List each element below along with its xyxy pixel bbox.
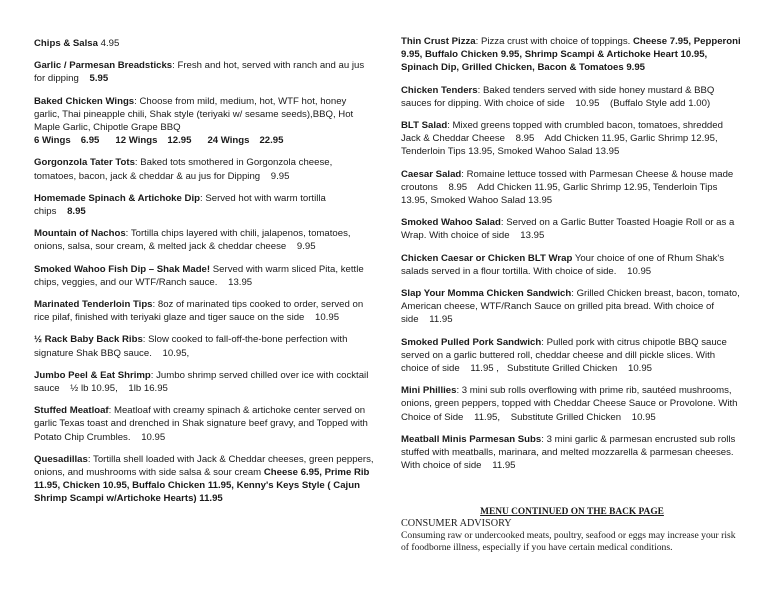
item-price: 13.95	[520, 230, 545, 242]
item-description: Choose from mild, medium, hot, WTF hot, honey garlic, Thai pineapple chili, Shak style (teriyaki w/ sesame seeds),BBQ, Hot Maple Garlic, Chipotle Grape BBQ	[34, 95, 354, 134]
menu-item-rack-baby-back-ribs	[34, 333, 374, 359]
item-name-separator: :	[108, 405, 112, 417]
menu-item-marinated-tenderloin-tips	[34, 298, 374, 324]
item-name: Meatball Minis Parmesan Subs	[401, 433, 542, 445]
item-description: Slow cooked to fall-off-the-bone perfection with signature Shak BBQ sauce.	[34, 334, 348, 359]
item-name: BLT Salad	[401, 120, 448, 132]
item-description: Pulled pork with citrus chipotle BBQ sauce served on a garlic buttered roll, cheddar cheese and dill pickle slices. With choice of side	[401, 336, 727, 375]
item-description: Romaine lettuce tossed with Parmesan Cheese & house made croutons	[401, 168, 734, 193]
item-description: Tortilla chips layered with chili, jalapenos, tomatoes, onions, salsa, sour cream, & melted jack & cheddar cheese	[34, 228, 351, 253]
item-name-separator: :	[134, 95, 137, 107]
item-name-separator: :	[475, 36, 479, 47]
menu-item-smoked-pulled-pork-sandwich	[401, 336, 743, 376]
item-name-separator: :	[142, 334, 146, 346]
menu-item-gorgonzola-tater-tots	[34, 156, 374, 182]
item-description: Fresh and hot, served with ranch and au jus for dipping	[34, 60, 365, 85]
item-price-options: Cheese 6.95, Prime Rib 11.95, Chicken 10.95, Buffalo Chicken 11.95, Kenny's Keys Style ( Cajun Shrimp Scampi w/Artichoke Hearts) 11.95	[34, 467, 370, 505]
item-price: 4.95	[100, 38, 120, 49]
item-name-separator: :	[134, 157, 138, 169]
item-description: Mixed greens topped with crumbled bacon, tomatoes, shredded Jack & Cheddar Cheese	[401, 120, 723, 145]
menu-item-quesadillas	[34, 453, 374, 506]
item-price: 10.95	[627, 265, 652, 277]
item-price-options: Cheese 7.95, Pepperoni 9.95, Buffalo Chicken 9.95, Shrimp Scampi & Artichoke Heart 10.95, Spinach Dip, Grilled Chicken, Bacon & Tomatoes 9.95	[401, 36, 741, 74]
item-name-separator: :	[125, 228, 129, 240]
item-name: Caesar Salad	[401, 168, 462, 180]
item-price: 8.95 Add Chicken 11.95, Garlic Shrimp 12.95, Tenderloin Tips 13.95, Smoked Wahoo Salad 13.95	[401, 181, 721, 207]
item-name: Smoked Pulled Pork Sandwich	[401, 336, 542, 348]
item-name-separator: :	[150, 369, 154, 381]
item-description: 8oz of marinated tips cooked to order, served on rice pilaf, finished with teriyaki glaze and tiger sauce on the side	[34, 299, 364, 324]
item-name: Garlic / Parmesan Breadsticks	[34, 60, 173, 72]
item-price: 8.95 Add Chicken 11.95, Garlic Shrimp 12.95, Tenderloin Tips 13.95, Smoked Wahoo Salad 13.95	[401, 133, 721, 158]
item-name-separator: :	[500, 217, 504, 229]
item-name: Quesadillas	[34, 453, 88, 465]
item-description: Baked tenders served with side honey mustard & BBQ sauces for dipping. With choice of side	[401, 84, 715, 109]
menu-item-slap-your-momma-chicken-sandwich	[401, 287, 743, 327]
item-price: 11.95, Substitute Grilled Chicken 10.95	[474, 411, 656, 423]
menu-item-baked-chicken-wings	[34, 95, 374, 135]
menu-item-blt-salad	[401, 119, 743, 159]
item-name-separator: :	[456, 385, 460, 397]
menu-item-mini-phillies	[401, 384, 743, 424]
item-name: Stuffed Meatloaf	[34, 405, 109, 417]
item-description: Baked tots smothered in Gorgonzola cheese, tomatoes, bacon, jack & cheddar & au jus for Dipping	[34, 157, 333, 182]
menu-item-chips-salsa	[34, 37, 374, 50]
item-price: 10.95,	[162, 347, 190, 359]
menu-item-row-3	[34, 134, 374, 147]
item-name: Jumbo Peel & Eat Shrimp	[34, 369, 151, 381]
item-description: 3 mini sub rolls overflowing with prime rib, sautéed mushrooms, onions, green peppers, topped with Cheddar Cheese Sauce or Provolone. With Choice of Side	[401, 385, 738, 423]
menu-continued-note: MENU CONTINUED ON THE BACK PAGE	[480, 507, 664, 517]
menu-item-chicken-tenders	[401, 84, 743, 110]
item-name: Baked Chicken Wings	[34, 95, 135, 107]
right-menu-column	[401, 35, 743, 481]
item-description: Served hot with warm tortilla chips	[34, 192, 326, 218]
item-description: Served with warm sliced Pita, kettle chips, veggies, and our WTF/Ranch sauce.	[34, 263, 364, 288]
item-name-separator: :	[461, 168, 464, 180]
menu-item-garlic-parmesan-breadsticks	[34, 59, 374, 85]
item-name: Thin Crust Pizza	[401, 36, 476, 47]
menu-item-homemade-spinach-artichoke-dip	[34, 192, 374, 218]
item-name-separator: :	[87, 453, 91, 465]
item-description: Meatloaf with creamy spinach & artichoke center served on garlic Texas toast and drenched in Shak signature beef gravy, and Topped with Potato Chip Crumbles.	[34, 405, 368, 443]
wings-price-cell: 6 Wings	[34, 135, 71, 147]
item-name-separator: :	[541, 336, 544, 348]
item-price: 11.95	[492, 460, 516, 472]
menu-item-meatball-minis-parmesan-subs	[401, 433, 743, 473]
menu-footer	[401, 506, 743, 554]
item-price: ½ lb 10.95, 1lb 16.95	[70, 383, 168, 395]
item-name: Smoked Wahoo Fish Dip – Shak Made!	[34, 263, 211, 275]
item-name-separator: :	[447, 120, 450, 132]
wings-price-cell: 22.95	[259, 135, 284, 147]
left-menu-column	[34, 37, 374, 515]
item-name-separator: :	[199, 192, 203, 204]
item-description: Jumbo shrimp served chilled over ice with cocktail sauce	[34, 369, 369, 395]
item-name-separator: :	[571, 288, 574, 300]
wings-price-cell: 6.95	[80, 135, 100, 147]
item-price: 5.95	[89, 73, 109, 85]
item-name: Marinated Tenderloin Tips	[34, 299, 153, 311]
item-description: Grilled Chicken breast, bacon, tomato, American cheese, WTF/Ranch Sauce on grilled pita bread. With choice of side	[401, 288, 740, 326]
menu-item-smoked-wahoo-fish-dip-shak-made	[34, 263, 374, 289]
item-name-separator: :	[541, 433, 544, 445]
item-name: Smoked Wahoo Salad	[401, 217, 501, 229]
wings-price-cell: 24 Wings	[207, 135, 250, 147]
item-name-separator: :	[172, 60, 175, 72]
wings-price-cell: 12 Wings	[115, 135, 158, 147]
item-price: 10.95	[141, 431, 166, 443]
menu-item-stuffed-meatloaf	[34, 404, 374, 444]
item-price: 11.95 , Substitute Grilled Chicken 10.95	[470, 363, 653, 375]
item-name-separator: :	[152, 299, 156, 311]
menu-item-smoked-wahoo-salad	[401, 216, 743, 242]
item-price: 13.95	[228, 276, 253, 288]
item-name: Chicken Tenders	[401, 84, 478, 96]
item-description: Pizza crust with choice of toppings.	[480, 36, 631, 47]
item-price: 9.95	[296, 241, 316, 253]
item-description: Your choice of one of Rhum Shak's salads served in a flour tortilla. With choice of side.	[401, 252, 725, 277]
menu-item-chicken-caesar-or-chicken-blt-wrap	[401, 252, 743, 278]
item-name: Homemade Spinach & Artichoke Dip	[34, 192, 200, 204]
menu-item-thin-crust-pizza	[401, 35, 743, 75]
item-price: 9.95	[270, 170, 290, 182]
item-name-separator: :	[477, 84, 481, 96]
item-name: Slap Your Momma Chicken Sandwich	[401, 288, 572, 300]
item-name: Chips & Salsa	[34, 38, 98, 49]
item-name: Chicken Caesar or Chicken BLT Wrap	[401, 252, 573, 264]
wings-price-cell: 12.95	[167, 135, 192, 147]
item-name: ½ Rack Baby Back Ribs	[34, 334, 143, 346]
item-description: 3 mini garlic & parmesan encrusted sub rolls stuffed with meatballs, marinara, and melted mozzarella & parmesan cheeses. With choice of side	[401, 433, 736, 472]
menu-item-jumbo-peel-eat-shrimp	[34, 369, 374, 395]
consumer-advisory-text: Consuming raw or undercooked meats, poultry, seafood or eggs may increase your risk of foodborne illness, especially if you have certain medical conditions.	[401, 530, 736, 553]
item-price: 8.95	[67, 206, 86, 218]
item-description: Served on a Garlic Butter Toasted Hoagie Roll or as a Wrap. With choice of side	[401, 217, 735, 242]
item-price: 10.95 (Buffalo Style add 1.00)	[575, 97, 711, 109]
item-description: Tortilla shell loaded with Jack & Cheddar cheeses, green peppers, onions, and mushrooms with side salsa & sour cream	[34, 453, 374, 479]
item-price: 11.95	[429, 314, 453, 326]
menu-item-mountain-of-nachos	[34, 227, 374, 253]
item-price: 10.95	[315, 312, 340, 324]
item-name: Mountain of Nachos	[34, 228, 126, 240]
item-name: Mini Phillies	[401, 385, 457, 397]
menu-item-caesar-salad	[401, 168, 743, 208]
item-name: Gorgonzola Tater Tots	[34, 157, 135, 169]
consumer-advisory-title: CONSUMER ADVISORY	[401, 518, 512, 529]
